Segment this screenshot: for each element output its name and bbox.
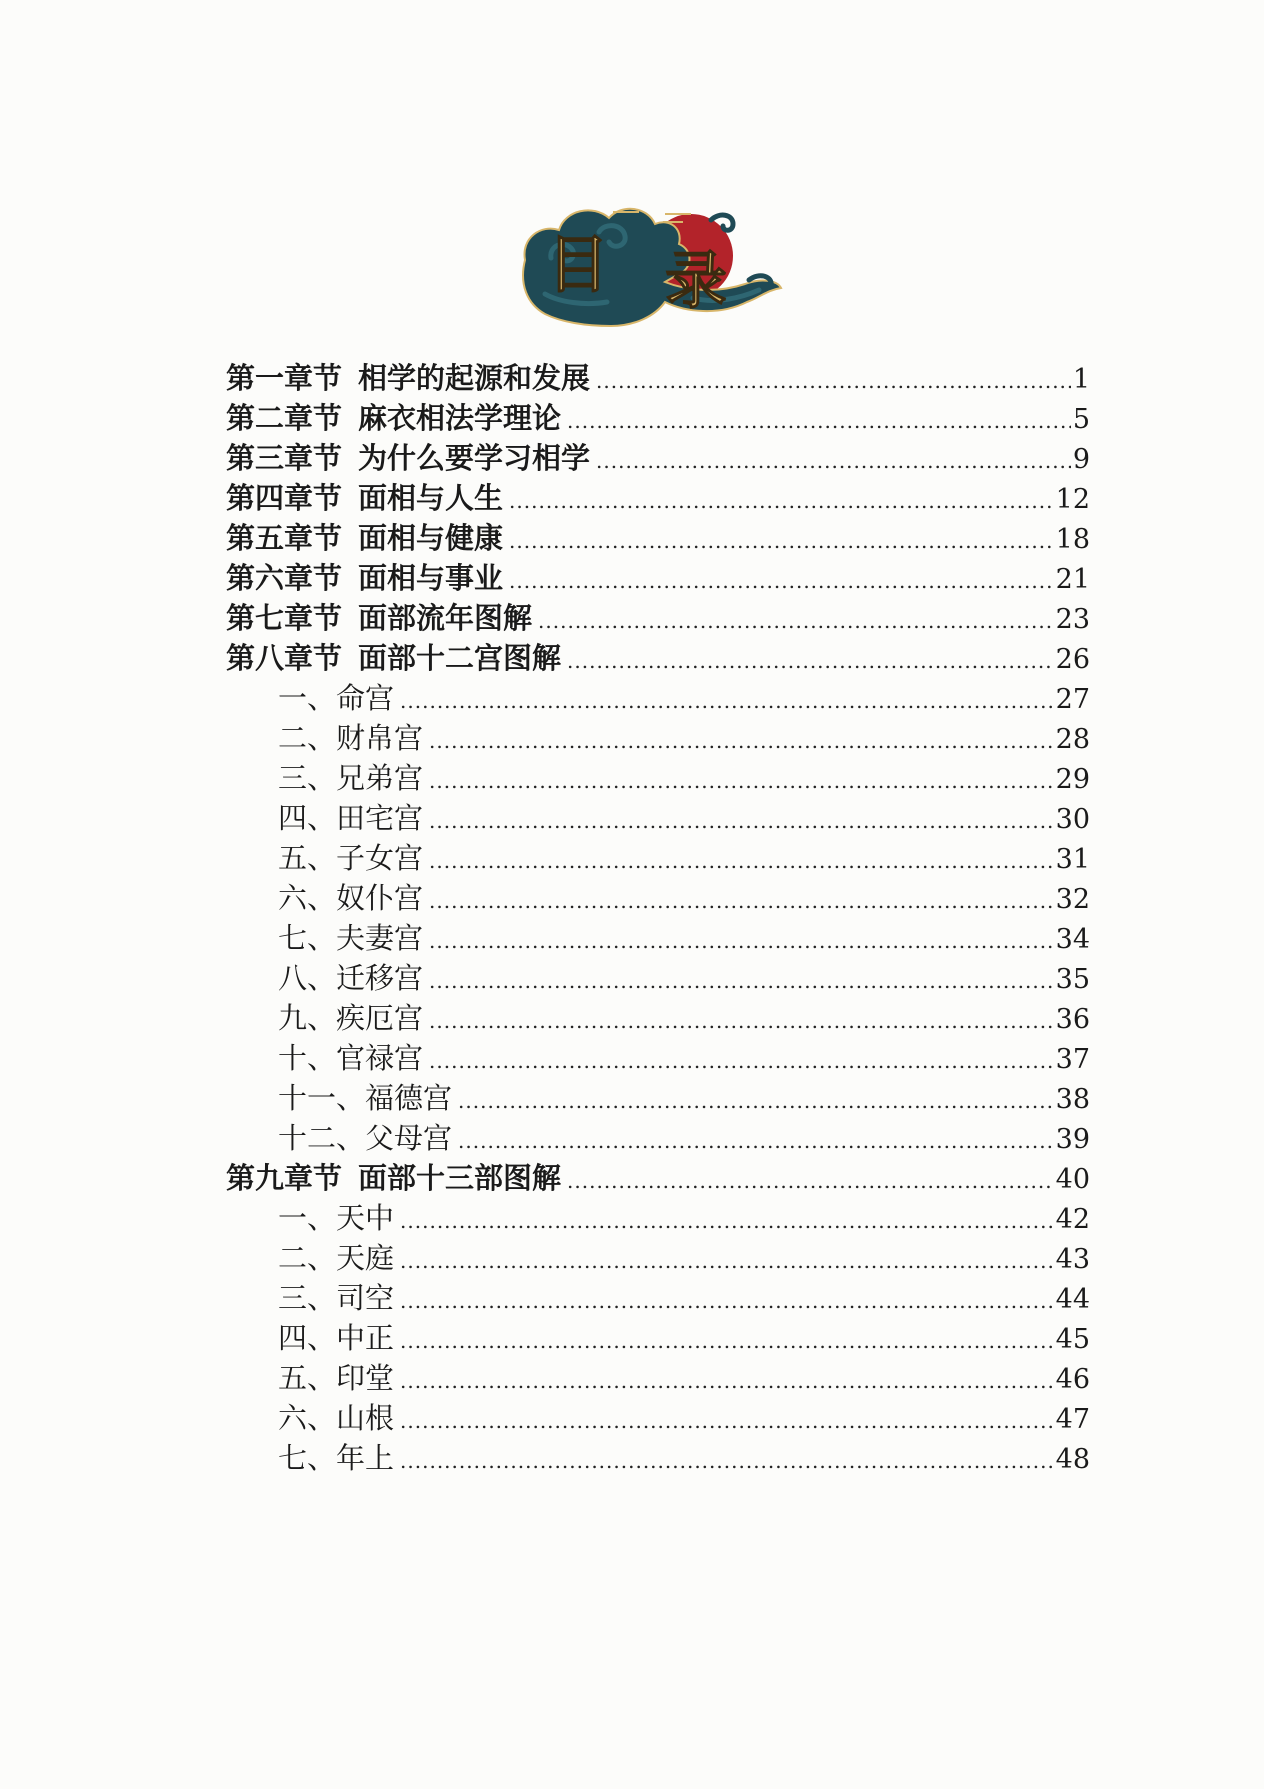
entry-title: 面相与健康 xyxy=(358,521,504,555)
page-number: 40 xyxy=(1055,1164,1090,1195)
page-number: 30 xyxy=(1055,804,1090,835)
dot-leader xyxy=(596,441,1071,481)
page-number: 12 xyxy=(1055,484,1090,515)
entry-number: 十二、 xyxy=(278,1121,366,1155)
dot-leader xyxy=(429,721,1054,761)
entry-number: 三、 xyxy=(278,761,337,795)
entry-title: 面相与事业 xyxy=(358,561,504,595)
toc-chapter-entry[interactable] xyxy=(226,438,1090,478)
dot-leader xyxy=(509,521,1054,561)
toc-section-entry[interactable] xyxy=(226,998,1090,1038)
toc-chapter-entry[interactable] xyxy=(226,598,1090,638)
dot-leader xyxy=(400,1361,1054,1401)
toc-section-entry[interactable] xyxy=(226,1398,1090,1438)
dot-leader xyxy=(429,921,1054,961)
entry-label xyxy=(278,798,423,838)
entry-title: 天中 xyxy=(336,1201,395,1235)
entry-number: 五、 xyxy=(278,841,337,875)
toc-section-entry[interactable] xyxy=(226,678,1090,718)
page-number: 26 xyxy=(1055,644,1090,675)
entry-label xyxy=(278,1318,394,1358)
toc-chapter-entry[interactable] xyxy=(226,518,1090,558)
dot-leader xyxy=(429,841,1054,881)
toc-section-entry[interactable] xyxy=(226,878,1090,918)
page-number: 42 xyxy=(1055,1204,1090,1235)
dot-leader xyxy=(400,1401,1054,1441)
dot-leader xyxy=(429,881,1054,921)
page-number: 37 xyxy=(1055,1044,1090,1075)
page-number: 18 xyxy=(1055,524,1090,555)
entry-label xyxy=(226,518,503,558)
page-number: 21 xyxy=(1055,564,1090,595)
entry-number: 第二章节 xyxy=(226,401,343,435)
dot-leader xyxy=(567,1161,1054,1201)
page-number: 38 xyxy=(1055,1084,1090,1115)
dot-leader xyxy=(509,481,1054,521)
entry-title: 面部十二宫图解 xyxy=(358,641,562,675)
cloud-sun-title-graphic xyxy=(515,198,790,348)
entry-number: 八、 xyxy=(278,961,337,995)
entry-title: 命宫 xyxy=(336,681,395,715)
entry-label xyxy=(278,878,423,918)
page-number: 35 xyxy=(1055,964,1090,995)
entry-number: 六、 xyxy=(278,1401,337,1435)
toc-chapter-entry[interactable] xyxy=(226,638,1090,678)
page-number: 5 xyxy=(1072,404,1090,435)
entry-label xyxy=(278,838,423,878)
page-number: 27 xyxy=(1055,684,1090,715)
entry-title: 中正 xyxy=(336,1321,395,1355)
entry-number: 五、 xyxy=(278,1361,337,1395)
entry-label xyxy=(278,918,423,958)
entry-label xyxy=(278,1118,452,1158)
dot-leader xyxy=(429,761,1054,801)
entry-title: 迁移宫 xyxy=(336,961,424,995)
dot-leader xyxy=(596,361,1071,401)
page-number: 34 xyxy=(1055,924,1090,955)
toc-chapter-entry[interactable] xyxy=(226,358,1090,398)
toc-section-entry[interactable] xyxy=(226,798,1090,838)
entry-label xyxy=(278,1358,394,1398)
entry-number: 第九章节 xyxy=(226,1161,343,1195)
entry-title: 为什么要学习相学 xyxy=(358,441,591,475)
entry-label xyxy=(226,598,532,638)
entry-number: 第八章节 xyxy=(226,641,343,675)
entry-label xyxy=(278,1038,423,1078)
entry-number: 一、 xyxy=(278,681,337,715)
entry-number: 四、 xyxy=(278,801,337,835)
dot-leader xyxy=(400,681,1054,721)
dot-leader xyxy=(400,1321,1054,1361)
title-char-lu: 录 xyxy=(665,244,728,317)
entry-label xyxy=(226,358,590,398)
page-number: 45 xyxy=(1055,1324,1090,1355)
entry-title: 父母宫 xyxy=(365,1121,453,1155)
toc-section-entry[interactable] xyxy=(226,1358,1090,1398)
page-number: 44 xyxy=(1055,1284,1090,1315)
page-number: 48 xyxy=(1055,1444,1090,1475)
page-number: 31 xyxy=(1055,844,1090,875)
page-number: 39 xyxy=(1055,1124,1090,1155)
toc-chapter-entry[interactable] xyxy=(226,478,1090,518)
entry-title: 印堂 xyxy=(336,1361,395,1395)
toc-header-emblem xyxy=(515,198,790,348)
toc-section-entry[interactable] xyxy=(226,718,1090,758)
dot-leader xyxy=(400,1201,1054,1241)
toc-section-entry[interactable] xyxy=(226,838,1090,878)
toc-section-entry[interactable] xyxy=(226,1278,1090,1318)
page-number: 47 xyxy=(1055,1404,1090,1435)
entry-number: 七、 xyxy=(278,921,337,955)
entry-number: 第四章节 xyxy=(226,481,343,515)
toc-section-entry[interactable] xyxy=(226,958,1090,998)
entry-number: 九、 xyxy=(278,1001,337,1035)
entry-label xyxy=(226,398,561,438)
entry-title: 兄弟宫 xyxy=(336,761,424,795)
table-of-contents xyxy=(226,358,1090,1478)
entry-number: 一、 xyxy=(278,1201,337,1235)
entry-title: 田宅宫 xyxy=(336,801,424,835)
toc-section-entry[interactable] xyxy=(226,1318,1090,1358)
title-char-mu: 目 xyxy=(547,228,610,301)
entry-label xyxy=(226,478,503,518)
entry-label xyxy=(278,678,394,718)
dot-leader xyxy=(509,561,1054,601)
entry-title: 面相与人生 xyxy=(358,481,504,515)
entry-label xyxy=(278,718,423,758)
entry-number: 十、 xyxy=(278,1041,337,1075)
entry-label xyxy=(278,1238,394,1278)
entry-label xyxy=(226,558,503,598)
entry-label xyxy=(226,638,561,678)
entry-label xyxy=(278,1278,394,1318)
entry-number: 四、 xyxy=(278,1321,337,1355)
entry-label xyxy=(278,1398,394,1438)
entry-title: 奴仆宫 xyxy=(336,881,424,915)
page-number: 1 xyxy=(1072,364,1090,395)
entry-number: 第三章节 xyxy=(226,441,343,475)
entry-title: 夫妻宫 xyxy=(336,921,424,955)
dot-leader xyxy=(400,1241,1054,1281)
entry-label xyxy=(226,1158,561,1198)
entry-label xyxy=(278,998,423,1038)
toc-section-entry[interactable] xyxy=(226,918,1090,958)
entry-title: 官禄宫 xyxy=(336,1041,424,1075)
toc-chapter-entry[interactable] xyxy=(226,558,1090,598)
entry-label xyxy=(278,1078,452,1118)
page-number: 46 xyxy=(1055,1364,1090,1395)
entry-title: 面部流年图解 xyxy=(358,601,533,635)
entry-number: 六、 xyxy=(278,881,337,915)
page-number: 23 xyxy=(1055,604,1090,635)
dot-leader xyxy=(400,1281,1054,1321)
dot-leader xyxy=(567,401,1071,441)
entry-label xyxy=(278,1438,394,1478)
entry-number: 第五章节 xyxy=(226,521,343,555)
entry-number: 第六章节 xyxy=(226,561,343,595)
toc-section-entry[interactable] xyxy=(226,1078,1090,1118)
entry-title: 山根 xyxy=(336,1401,395,1435)
dot-leader xyxy=(567,641,1054,681)
dot-leader xyxy=(400,1441,1054,1481)
entry-label xyxy=(226,438,590,478)
toc-section-entry[interactable] xyxy=(226,1118,1090,1158)
dot-leader xyxy=(429,1001,1054,1041)
entry-title: 面部十三部图解 xyxy=(358,1161,562,1195)
page-number: 28 xyxy=(1055,724,1090,755)
entry-number: 三、 xyxy=(278,1281,337,1315)
toc-section-entry[interactable] xyxy=(226,1238,1090,1278)
page-number: 43 xyxy=(1055,1244,1090,1275)
entry-number: 十一、 xyxy=(278,1081,366,1115)
page-number: 36 xyxy=(1055,1004,1090,1035)
toc-section-entry[interactable] xyxy=(226,1198,1090,1238)
entry-number: 二、 xyxy=(278,721,337,755)
entry-label xyxy=(278,758,423,798)
entry-title: 福德宫 xyxy=(365,1081,453,1115)
entry-number: 第七章节 xyxy=(226,601,343,635)
toc-section-entry[interactable] xyxy=(226,758,1090,798)
toc-section-entry[interactable] xyxy=(226,1038,1090,1078)
entry-title: 相学的起源和发展 xyxy=(358,361,591,395)
page-number: 29 xyxy=(1055,764,1090,795)
dot-leader xyxy=(458,1121,1054,1161)
toc-section-entry[interactable] xyxy=(226,1438,1090,1478)
entry-title: 财帛宫 xyxy=(336,721,424,755)
entry-title: 年上 xyxy=(336,1441,395,1475)
entry-title: 麻衣相法学理论 xyxy=(358,401,562,435)
entry-title: 疾厄宫 xyxy=(336,1001,424,1035)
dot-leader xyxy=(538,601,1054,641)
entry-title: 天庭 xyxy=(336,1241,395,1275)
entry-number: 第一章节 xyxy=(226,361,343,395)
toc-chapter-entry[interactable] xyxy=(226,1158,1090,1198)
entry-title: 子女宫 xyxy=(336,841,424,875)
entry-label xyxy=(278,1198,394,1238)
toc-chapter-entry[interactable] xyxy=(226,398,1090,438)
entry-number: 七、 xyxy=(278,1441,337,1475)
entry-label xyxy=(278,958,423,998)
entry-title: 司空 xyxy=(336,1281,395,1315)
dot-leader xyxy=(429,961,1054,1001)
page-number: 32 xyxy=(1055,884,1090,915)
entry-number: 二、 xyxy=(278,1241,337,1275)
page-number: 9 xyxy=(1072,444,1090,475)
dot-leader xyxy=(429,1041,1054,1081)
dot-leader xyxy=(429,801,1054,841)
dot-leader xyxy=(458,1081,1054,1121)
